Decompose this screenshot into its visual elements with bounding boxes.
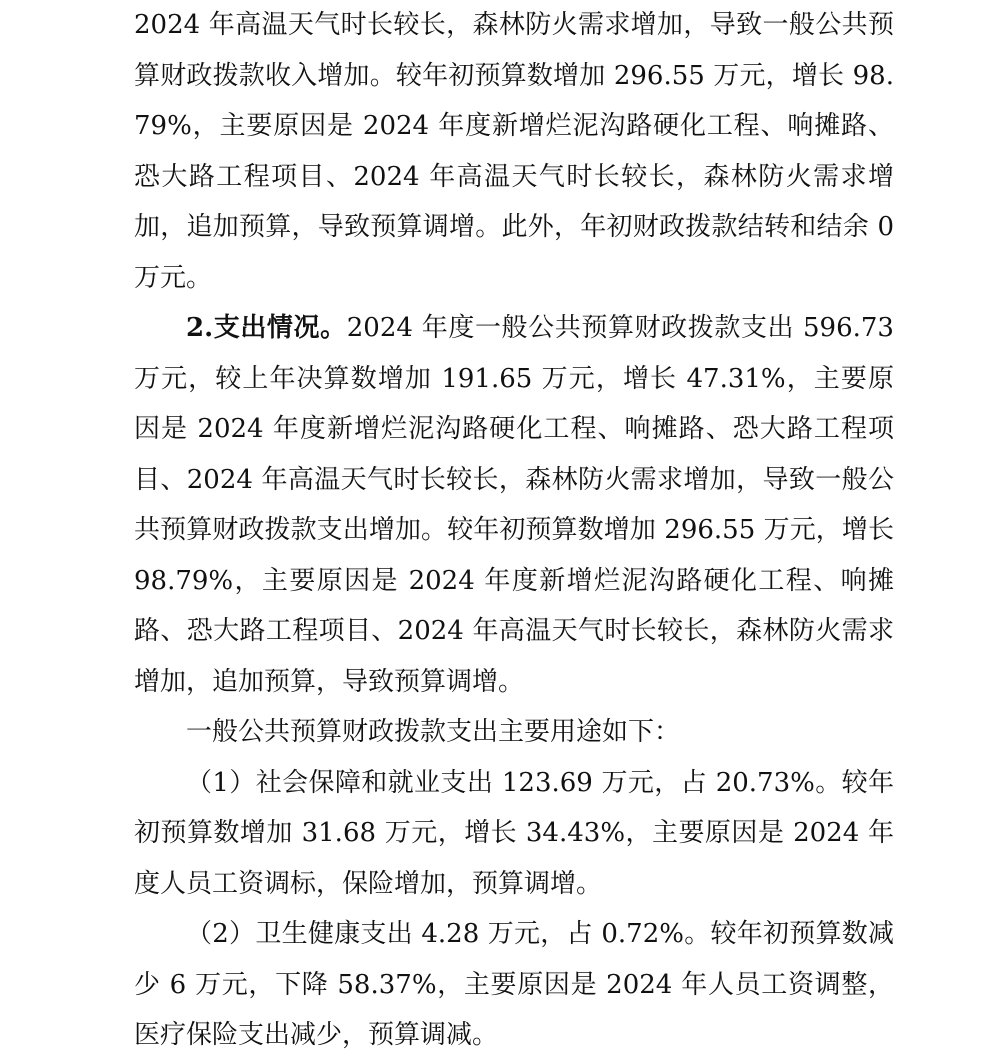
- paragraph-expenditure-body: 2024 年度一般公共预算财政拨款支出 596.73 万元，较上年决算数增加 191.65 万元，增长 47.31%，主要原因是 2024 年度新增烂泥沟路硬化工程、响摊路、恐大路工程项目、2024 年高温天气时长较长，森林防火需求增加，导致一般公共预算财政拨款支出增加。较年初预算数增加 296.55 万元，增长 98.79%，主要原因是 2024 年度新增烂泥沟路硬化工程、响摊路、恐大路工程项目、2024 年高温天气时长较长，森林防火需求增加，追加预算，导致预算调增。: [134, 313, 894, 697]
- paragraph-usage-intro: 一般公共预算财政拨款支出主要用途如下：: [186, 717, 681, 747]
- section-heading-expenditure: 2.支出情况。: [186, 313, 347, 343]
- paragraph-income-continuation: 2024 年高温天气时长较长，森林防火需求增加，导致一般公共预算财政拨款收入增加。较年初预算数增加 296.55 万元，增长 98.79%，主要原因是 2024 年度新增烂泥沟路硬化工程、响摊路、恐大路工程项目、2024 年高温天气时长较长，森林防火需求增加，追加预算，导致预算调增。此外，年初财政拨款结转和结余 0 万元。: [134, 10, 894, 293]
- paragraph-social-security: （1）社会保障和就业支出 123.69 万元，占 20.73%。较年初预算数增加 31.68 万元，增长 34.43%，主要原因是 2024 年度人员工资调标，保险增加，预算调增。: [134, 767, 894, 899]
- paragraph-expenditure-situation: [134, 303, 894, 707]
- document-body: [134, 0, 894, 1061]
- paragraph-health: （2）卫生健康支出 4.28 万元，占 0.72%。较年初预算数减少 6 万元，下降 58.37%，主要原因是 2024 年人员工资调整，医疗保险支出减少，预算调减。: [134, 919, 894, 1050]
